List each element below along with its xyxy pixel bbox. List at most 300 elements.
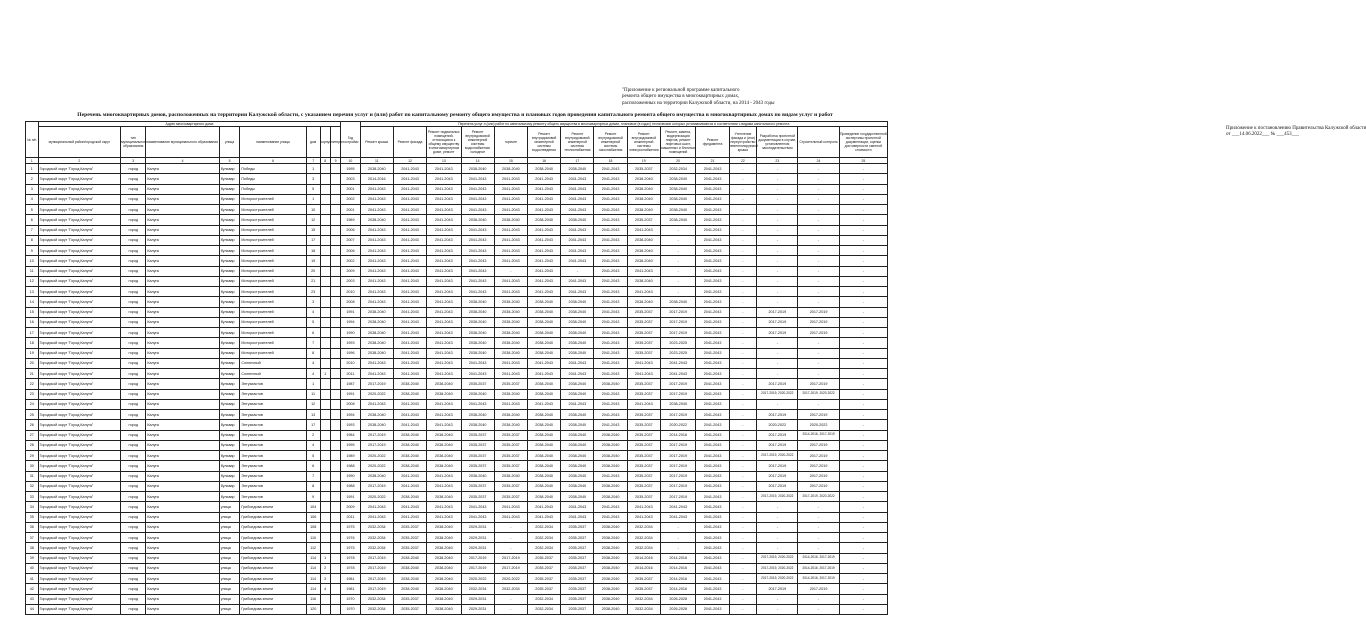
table-cell: 2041-2043	[527, 246, 560, 256]
table-cell: -	[839, 256, 887, 266]
column-number: 17	[561, 158, 594, 164]
table-cell: 2001	[341, 205, 360, 215]
document-title: Перечень многоквартирных домов, расположенных на территории Калужской области, с указанием перечня услуг и (или) работ по капитальному ремонту общего имущества и плановых годов проведения капитального ремонта общего имущества в многоквартирных домах по видам услуг и работ	[77, 112, 833, 118]
table-cell: -	[839, 533, 887, 543]
table-cell	[320, 533, 330, 543]
table-cell: 2038-2040	[627, 246, 660, 256]
column-header: Строительный контроль	[798, 127, 839, 158]
table-cell: 2038-2040	[660, 174, 696, 184]
table-cell: 2035-2037	[627, 164, 660, 174]
table-cell: 2041-2043	[393, 184, 426, 194]
table-cell: Калуга	[146, 358, 219, 368]
table-cell	[320, 471, 330, 481]
table-cell: 2041-2043	[427, 307, 461, 317]
table-cell: Грибоедова земли	[240, 563, 306, 573]
table-cell	[330, 492, 340, 502]
table-row	[26, 317, 888, 327]
table-cell	[330, 522, 340, 532]
table-cell: 2041-2043	[427, 297, 461, 307]
table-cell: 2041-2043	[561, 205, 594, 215]
table-cell: бульвар	[219, 451, 240, 461]
table-cell: бульвар	[219, 215, 240, 225]
column-number: 11	[360, 158, 393, 164]
table-cell	[330, 451, 340, 461]
table-cell: -	[757, 348, 798, 358]
table-cell: бульвар	[219, 420, 240, 430]
table-cell: улица	[219, 553, 240, 563]
table-cell: -	[757, 543, 798, 553]
table-cell: 17	[306, 420, 320, 430]
table-cell: 114	[306, 584, 320, 594]
table-cell: бульвар	[219, 205, 240, 215]
table-cell: -	[729, 533, 757, 543]
table-cell: город	[121, 574, 146, 584]
table-cell: 2020-2022	[461, 574, 494, 584]
table-cell: 2041-2043	[696, 492, 729, 502]
table-cell: 2017-2019	[798, 307, 839, 317]
table-cell: 2041-2043	[461, 502, 494, 512]
table-cell: 2032-2034	[527, 604, 560, 614]
table-cell: Грибоедова земли	[240, 604, 306, 614]
table-cell: Городской округ "Город Калуга"	[38, 256, 121, 266]
table-cell: Моторостроителей	[240, 348, 306, 358]
table-cell: 2041-2043	[360, 256, 393, 266]
table-cell: 2017-2019	[660, 440, 696, 450]
table-cell: бульвар	[219, 235, 240, 245]
table-cell: 1975	[341, 522, 360, 532]
table-cell	[320, 348, 330, 358]
table-cell: бульвар	[219, 369, 240, 379]
table-cell	[330, 215, 340, 225]
table-cell: Городской округ "Город Калуга"	[38, 297, 121, 307]
table-cell: 1	[306, 194, 320, 204]
table-cell: -	[798, 522, 839, 532]
column-header: наименование улицы	[240, 127, 306, 158]
table-cell: Грибоедова земли	[240, 522, 306, 532]
table-cell	[320, 594, 330, 604]
table-cell: 2006	[341, 225, 360, 235]
table-cell: 2041-2043	[461, 246, 494, 256]
table-cell: 2041-2043	[627, 287, 660, 297]
table-cell: 2041-2043	[627, 266, 660, 276]
table-cell: 5	[26, 205, 39, 215]
table-cell: 2041-2043	[696, 184, 729, 194]
table-cell: 2041-2043	[427, 348, 461, 358]
table-cell: 2001	[341, 184, 360, 194]
table-cell: Калуга	[146, 246, 219, 256]
table-cell: 2038-2040	[594, 553, 627, 563]
table-cell: 2035-2037	[393, 543, 426, 553]
table-cell: 2038-2040	[561, 307, 594, 317]
table-cell: Городской округ "Город Калуга"	[38, 430, 121, 440]
table-cell: 2041-2043	[393, 287, 426, 297]
table-cell: 2041-2043	[494, 399, 527, 409]
table-cell: 2038-2040	[594, 584, 627, 594]
table-cell: -	[729, 358, 757, 368]
column-number: 10	[341, 158, 360, 164]
table-cell: 1978	[341, 553, 360, 563]
table-cell: 2014-2016	[660, 553, 696, 563]
table-cell: Городской округ "Город Калуга"	[38, 420, 121, 430]
table-cell: 2038-2040	[527, 471, 560, 481]
table-cell: бульвар	[219, 164, 240, 174]
table-cell: 2038-2040	[594, 574, 627, 584]
table-cell: 2038-2040	[594, 492, 627, 502]
table-cell: город	[121, 440, 146, 450]
table-cell: 2014-2016	[627, 553, 660, 563]
table-row	[26, 522, 888, 532]
table-cell: 2038-2040	[594, 379, 627, 389]
table-cell: 2003	[341, 276, 360, 286]
table-cell: 2041-2043	[494, 287, 527, 297]
table-cell: 2035-2037	[461, 430, 494, 440]
table-cell: 2041-2043	[461, 194, 494, 204]
table-cell: 2038-2040	[494, 389, 527, 399]
table-cell: 2041-2043	[494, 502, 527, 512]
table-cell: 2038-2040	[594, 533, 627, 543]
program-caption-line: "Приложение к региональной программе капитального	[622, 88, 740, 93]
table-cell	[330, 399, 340, 409]
table-cell: город	[121, 205, 146, 215]
table-row	[26, 174, 888, 184]
table-cell: 2020-2022	[660, 420, 696, 430]
table-row	[26, 410, 888, 420]
table-cell: -	[729, 410, 757, 420]
table-cell: Калуга	[146, 584, 219, 594]
table-cell: -	[839, 348, 887, 358]
table-cell: 2038-2040	[527, 317, 560, 327]
table-cell: Городской округ "Город Калуга"	[38, 307, 121, 317]
table-cell: 2020-2022	[757, 420, 798, 430]
table-cell: -	[757, 256, 798, 266]
table-cell: -	[729, 338, 757, 348]
table-cell: Городской округ "Город Калуга"	[38, 287, 121, 297]
table-cell: 2038-2040	[360, 317, 393, 327]
table-cell: 2038-2040	[527, 164, 560, 174]
table-cell: 2041-2043	[696, 502, 729, 512]
table-cell: 2017-2019	[360, 563, 393, 573]
table-cell: Городской округ "Город Калуга"	[38, 328, 121, 338]
table-cell: Моторостроителей	[240, 215, 306, 225]
table-cell: 2041-2043	[427, 184, 461, 194]
table-cell: 2041-2043	[696, 604, 729, 614]
table-row	[26, 604, 888, 614]
column-header: Ремонт внутридомовой инженерной системы водоснабжения: холодное	[461, 127, 494, 158]
table-cell: 17	[26, 328, 39, 338]
table-cell: 2041-2043	[561, 246, 594, 256]
table-cell: 2038-2040	[527, 481, 560, 491]
column-header: № п/п	[26, 122, 39, 158]
table-row	[26, 502, 888, 512]
table-cell: 1993	[341, 338, 360, 348]
table-cell: улица	[219, 594, 240, 604]
table-cell: Городской округ "Город Калуга"	[38, 461, 121, 471]
table-cell: Грибоедова земли	[240, 502, 306, 512]
table-row	[26, 389, 888, 399]
table-cell: 2035-2037	[527, 553, 560, 563]
table-cell: Калуга	[146, 481, 219, 491]
table-cell: 2038-2040	[561, 420, 594, 430]
table-cell: 2041-2043	[393, 276, 426, 286]
table-cell: Энтузиастов	[240, 389, 306, 399]
table-cell: -	[757, 594, 798, 604]
table-cell: 2035-2037	[561, 584, 594, 594]
table-cell: 2038-2040	[393, 430, 426, 440]
table-cell: улица	[219, 574, 240, 584]
table-cell: 2038-2040	[427, 533, 461, 543]
table-cell: 2041-2043	[696, 533, 729, 543]
table-cell: бульвар	[219, 471, 240, 481]
table-cell: 2038-2040	[561, 461, 594, 471]
table-cell: 2032-2034	[461, 584, 494, 594]
table-cell: 2017-2019	[360, 584, 393, 594]
table-cell: 2038-2040	[627, 174, 660, 184]
table-cell: 1991	[341, 492, 360, 502]
table-cell: Городской округ "Город Калуга"	[38, 533, 121, 543]
table-cell	[330, 358, 340, 368]
table-cell: 2041-2043	[594, 287, 627, 297]
table-row	[26, 399, 888, 409]
table-cell: 2035-2037	[494, 461, 527, 471]
table-cell: 2038-2040	[660, 194, 696, 204]
table-cell: 2041-2043	[561, 276, 594, 286]
table-cell	[320, 276, 330, 286]
table-row	[26, 533, 888, 543]
column-number: 25	[839, 158, 887, 164]
table-cell: 2035-2037	[561, 604, 594, 614]
table-cell: 2041-2043	[527, 502, 560, 512]
table-cell: 2038-2040	[594, 563, 627, 573]
table-cell: 2035-2037	[461, 481, 494, 491]
table-cell: 2041-2043	[594, 164, 627, 174]
table-cell: 2041-2043	[427, 164, 461, 174]
table-cell: 2041-2043	[594, 502, 627, 512]
table-cell: -	[798, 174, 839, 184]
table-cell: -	[729, 451, 757, 461]
table-cell: 2041-2043	[594, 235, 627, 245]
table-cell: 2041-2043	[461, 256, 494, 266]
table-cell: город	[121, 184, 146, 194]
table-cell: 2041-2043	[594, 317, 627, 327]
table-cell: Грибоедова земли	[240, 533, 306, 543]
table-cell: -	[839, 194, 887, 204]
table-cell: 2041-2043	[594, 338, 627, 348]
table-cell: 2038-2040	[594, 543, 627, 553]
table-cell: -	[729, 256, 757, 266]
table-cell: 1991	[341, 389, 360, 399]
table-cell: 2041-2043	[494, 276, 527, 286]
table-cell: Калуга	[146, 184, 219, 194]
table-cell: 2017-2019	[757, 481, 798, 491]
table-cell: 2041-2043	[427, 328, 461, 338]
table-cell: 2041-2043	[594, 246, 627, 256]
table-cell: -	[798, 184, 839, 194]
table-cell: 39	[26, 553, 39, 563]
table-cell: 2038-2040	[494, 410, 527, 420]
table-cell: -	[839, 276, 887, 286]
table-cell: 2041-2043	[527, 225, 560, 235]
table-cell: 2017-2019	[660, 471, 696, 481]
table-cell: -	[494, 594, 527, 604]
table-cell: -	[839, 451, 887, 461]
table-cell: 2017-2019	[798, 317, 839, 327]
table-cell: -	[729, 174, 757, 184]
table-cell: Калуга	[146, 389, 219, 399]
table-cell: бульвар	[219, 379, 240, 389]
table-cell: 2017-2019	[360, 430, 393, 440]
table-cell: 4	[320, 584, 330, 594]
table-cell: 2035-2037	[461, 461, 494, 471]
table-cell: -	[757, 205, 798, 215]
table-cell: 2041-2043	[696, 522, 729, 532]
table-cell: 21	[26, 369, 39, 379]
table-cell: Грибоедова земли	[240, 584, 306, 594]
table-cell: 4	[26, 194, 39, 204]
table-cell: 2041-2043	[494, 184, 527, 194]
table-cell: 2041-2043	[527, 184, 560, 194]
table-cell: 2041-2043	[696, 317, 729, 327]
table-cell: 2011	[341, 369, 360, 379]
table-cell: 2041-2043	[494, 205, 527, 215]
table-cell: 2041-2043	[393, 512, 426, 522]
table-cell: 5	[306, 184, 320, 194]
column-header: тип муниципального образования	[121, 127, 146, 158]
table-cell: -	[729, 389, 757, 399]
table-cell: Калуга	[146, 287, 219, 297]
table-row	[26, 543, 888, 553]
table-cell: город	[121, 410, 146, 420]
table-cell: -	[729, 348, 757, 358]
table-cell: 2041-2043	[594, 184, 627, 194]
table-cell: 2010	[341, 358, 360, 368]
table-row	[26, 594, 888, 604]
table-cell: город	[121, 471, 146, 481]
table-cell: 2041-2043	[594, 266, 627, 276]
table-cell: 4	[306, 440, 320, 450]
table-cell: 2041-2043	[561, 174, 594, 184]
table-cell: 37	[26, 533, 39, 543]
table-cell: 2035-2037	[627, 584, 660, 594]
table-cell: 2035-2037	[494, 379, 527, 389]
table-cell: 2041-2043	[594, 297, 627, 307]
table-cell: бульвар	[219, 287, 240, 297]
table-cell: 35	[26, 512, 39, 522]
table-cell: Калуга	[146, 276, 219, 286]
table-cell: Солнечный	[240, 369, 306, 379]
table-cell: Городской округ "Город Калуга"	[38, 522, 121, 532]
table-cell: 2014-2016, 2017-2019	[798, 553, 839, 563]
table-cell: -	[839, 420, 887, 430]
table-cell	[330, 205, 340, 215]
column-number: 21	[696, 158, 729, 164]
table-cell: 2041-2043	[696, 297, 729, 307]
table-cell: -	[729, 235, 757, 245]
table-cell: 2038-2040	[527, 215, 560, 225]
table-row	[26, 256, 888, 266]
table-cell: 2041-2043	[696, 358, 729, 368]
table-cell: 2041-2043	[461, 235, 494, 245]
table-cell: Калуга	[146, 379, 219, 389]
table-cell: бульвар	[219, 256, 240, 266]
table-cell: 2041-2043	[360, 225, 393, 235]
table-cell: -	[757, 287, 798, 297]
table-cell: 2032-2034	[360, 533, 393, 543]
table-cell: 2041-2043	[696, 440, 729, 450]
table-cell: Моторостроителей	[240, 317, 306, 327]
table-cell: 20	[306, 266, 320, 276]
table-cell: 1990	[341, 328, 360, 338]
table-cell: 2020-2022	[798, 420, 839, 430]
table-row	[26, 461, 888, 471]
table-cell	[330, 164, 340, 174]
table-cell: 2035-2037	[461, 492, 494, 502]
table-cell: 2017-2019	[757, 461, 798, 471]
table-cell: 2041-2043	[494, 512, 527, 522]
table-cell: 2038-2040	[561, 471, 594, 481]
table-cell: 2038-2040	[494, 317, 527, 327]
table-cell: 9	[26, 246, 39, 256]
table-cell: 2041-2043	[627, 369, 660, 379]
table-cell: 2038-2040	[561, 481, 594, 491]
table-cell: 2035-2037	[461, 379, 494, 389]
table-cell: 1978	[341, 563, 360, 573]
table-cell: 12	[306, 399, 320, 409]
table-cell: Энтузиастов	[240, 430, 306, 440]
table-cell: 2017-2019	[798, 584, 839, 594]
table-cell: Городской округ "Город Калуга"	[38, 481, 121, 491]
table-cell	[330, 543, 340, 553]
table-cell: улица	[219, 533, 240, 543]
table-cell: 8	[306, 348, 320, 358]
table-cell: -	[729, 297, 757, 307]
table-cell	[330, 276, 340, 286]
table-cell: 2017-2019	[757, 440, 798, 450]
table-cell: -	[729, 379, 757, 389]
table-cell: 2014-2016	[660, 584, 696, 594]
table-cell: Калуга	[146, 410, 219, 420]
column-number: 4	[146, 158, 219, 164]
table-cell: Калуга	[146, 297, 219, 307]
table-cell: Калуга	[146, 451, 219, 461]
table-cell: 2038-2040	[494, 297, 527, 307]
table-row	[26, 420, 888, 430]
table-cell: Калуга	[146, 604, 219, 614]
table-cell: Энтузиастов	[240, 492, 306, 502]
table-cell: 2041-2043	[393, 205, 426, 215]
table-cell: -	[757, 174, 798, 184]
table-cell: 22	[26, 379, 39, 389]
table-cell	[320, 604, 330, 614]
table-cell: 2038-2040	[660, 215, 696, 225]
column-header: литера	[330, 127, 340, 158]
table-cell: 2041-2043	[393, 420, 426, 430]
table-cell: 2038-2040	[594, 430, 627, 440]
table-row	[26, 471, 888, 481]
table-cell: -	[757, 358, 798, 368]
table-cell: 2041-2043	[360, 297, 393, 307]
table-cell: -	[798, 502, 839, 512]
table-cell: -	[494, 604, 527, 614]
column-header: Ремонт фасада	[393, 127, 426, 158]
table-cell: 2007	[341, 235, 360, 245]
table-cell	[330, 604, 340, 614]
table-cell: 2009	[341, 502, 360, 512]
table-cell	[320, 389, 330, 399]
table-cell: 2038-2040	[527, 420, 560, 430]
table-cell	[330, 502, 340, 512]
table-cell: 2041-2043	[627, 512, 660, 522]
column-number: 14	[461, 158, 494, 164]
